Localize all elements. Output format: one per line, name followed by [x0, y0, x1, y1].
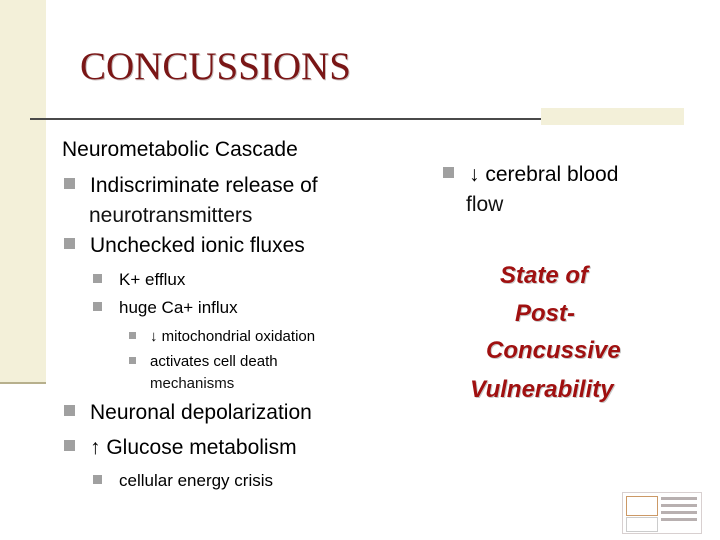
sub-sub-list-item [129, 326, 315, 347]
sub-list-item [93, 296, 238, 320]
sub-list-item [93, 469, 273, 493]
list-item [64, 231, 305, 261]
square-bullet-icon [64, 238, 75, 249]
list-item-text: Indiscriminate release of [90, 174, 318, 197]
list-item-text: ↓ cerebral blood [469, 163, 619, 186]
list-item [64, 398, 312, 428]
square-bullet-icon [64, 178, 75, 189]
sub-sub-list-item [129, 351, 278, 372]
list-item [64, 433, 297, 463]
square-bullet-icon [64, 440, 75, 451]
sub-list-item-text: huge Ca+ influx [119, 298, 238, 317]
vulnerability-line-2: Post- [515, 300, 575, 327]
left-accent-bar [0, 0, 46, 382]
sub-sub-list-item-text: activates cell death [150, 353, 278, 370]
vulnerability-line-4: Vulnerability [470, 376, 614, 403]
list-item-text: ↑ Glucose metabolism [90, 436, 297, 459]
square-bullet-icon [93, 475, 102, 484]
sub-list-item [93, 268, 185, 292]
list-item [64, 171, 318, 201]
vulnerability-line-1: State of [500, 262, 589, 289]
square-bullet-icon [443, 167, 454, 178]
title-accent-block [541, 108, 684, 125]
list-item-continuation: neurotransmitters [89, 204, 253, 227]
sub-list-item-text: cellular energy crisis [119, 471, 273, 490]
vulnerability-line-3: Concussive [486, 337, 621, 364]
sub-sub-list-item-text: ↓ mitochondrial oxidation [150, 328, 316, 345]
list-item [443, 160, 618, 190]
list-item-text: Unchecked ionic fluxes [90, 234, 305, 257]
sub-sub-list-item-continuation: mechanisms [150, 375, 235, 392]
square-bullet-icon [64, 405, 75, 416]
left-accent-line [0, 382, 46, 384]
list-item-continuation: flow [466, 193, 504, 216]
square-bullet-icon [93, 274, 102, 283]
sub-list-item-text: K+ efflux [119, 270, 186, 289]
slide-title: CONCUSSIONS [80, 45, 351, 88]
cascade-heading: Neurometabolic Cascade [62, 138, 298, 161]
square-bullet-icon [129, 332, 136, 339]
square-bullet-icon [129, 357, 136, 364]
square-bullet-icon [93, 302, 102, 311]
list-item-text: Neuronal depolarization [90, 401, 312, 424]
nebraska-sports-concussion-network-logo-icon [622, 492, 702, 534]
